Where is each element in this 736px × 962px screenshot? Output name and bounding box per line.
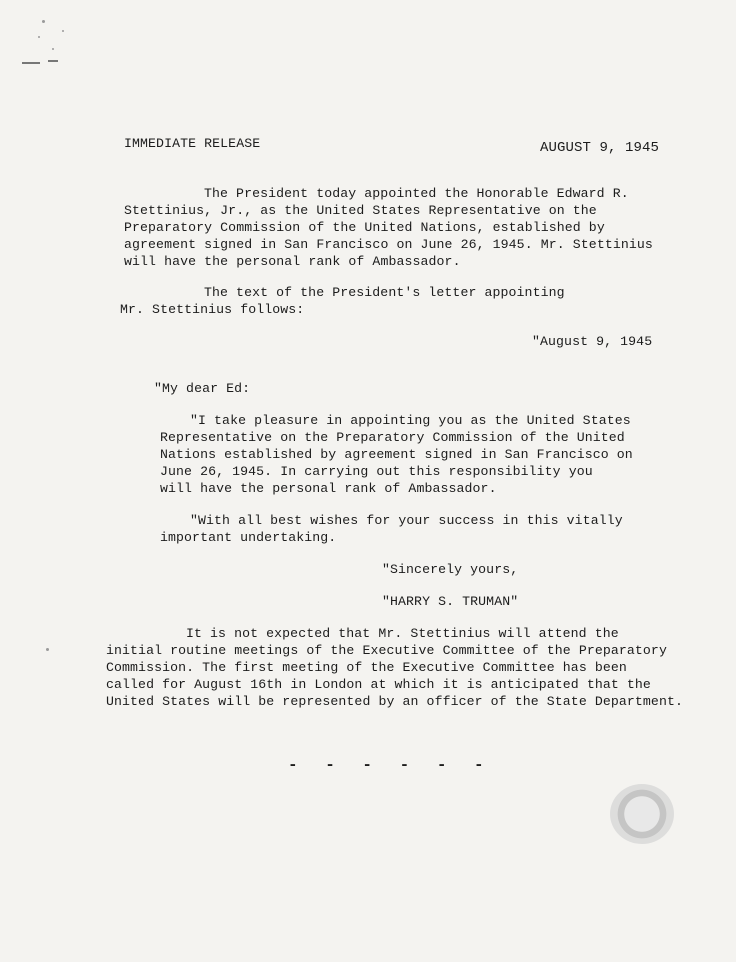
scan-speck <box>42 20 45 23</box>
release-label: IMMEDIATE RELEASE <box>124 136 261 151</box>
letter-para1-line: June 26, 1945. In carrying out this responsibility you <box>160 464 593 479</box>
scan-mark <box>48 60 58 62</box>
closing-para-line: called for August 16th in London at which it is anticipated that the <box>106 677 651 692</box>
letter-para1-line: Nations established by agreement signed in San Francisco on <box>160 447 633 462</box>
scan-speck <box>46 648 49 651</box>
letter-para2-line: "With all best wishes for your success in this vitally <box>190 513 623 528</box>
closing-para-line: United States will be represented by an officer of the State Department. <box>106 694 683 709</box>
letter-closing: "Sincerely yours, <box>382 562 519 577</box>
release-date: AUGUST 9, 1945 <box>540 140 660 156</box>
closing-para-line: Commission. The first meeting of the Executive Committee has been <box>106 660 627 675</box>
letter-para2-line: important undertaking. <box>160 530 337 545</box>
closing-para-line: It is not expected that Mr. Stettinius will attend the <box>186 626 619 641</box>
body-para1-line: Stettinius, Jr., as the United States Representative on the <box>124 203 597 218</box>
scan-mark <box>22 62 40 64</box>
body-para1-line: agreement signed in San Francisco on June 26, 1945. Mr. Stettinius <box>124 237 653 252</box>
letter-salutation: "My dear Ed: <box>154 381 251 396</box>
body-para1-line: Preparatory Commission of the United Nations, established by <box>124 220 605 235</box>
scan-speck <box>52 48 54 50</box>
scan-speck <box>62 30 64 32</box>
letter-para1-line: "I take pleasure in appointing you as the United States <box>190 413 631 428</box>
closing-para-line: initial routine meetings of the Executive Committee of the Preparatory <box>106 643 667 658</box>
body-para2-line: Mr. Stettinius follows: <box>120 302 305 317</box>
letter-para1-line: will have the personal rank of Ambassador. <box>160 481 497 496</box>
letter-para1-line: Representative on the Preparatory Commission of the United <box>160 430 625 445</box>
end-marker: - - - - - - <box>288 756 493 774</box>
letter-signature: "HARRY S. TRUMAN" <box>382 594 519 609</box>
body-para1-line: The President today appointed the Honorable Edward R. <box>204 186 629 201</box>
archive-stamp-icon <box>610 784 674 844</box>
body-para1-line: will have the personal rank of Ambassador. <box>124 254 461 269</box>
letter-date: "August 9, 1945 <box>532 334 653 349</box>
body-para2-line: The text of the President's letter appointing <box>204 285 565 300</box>
scan-speck <box>38 36 40 38</box>
